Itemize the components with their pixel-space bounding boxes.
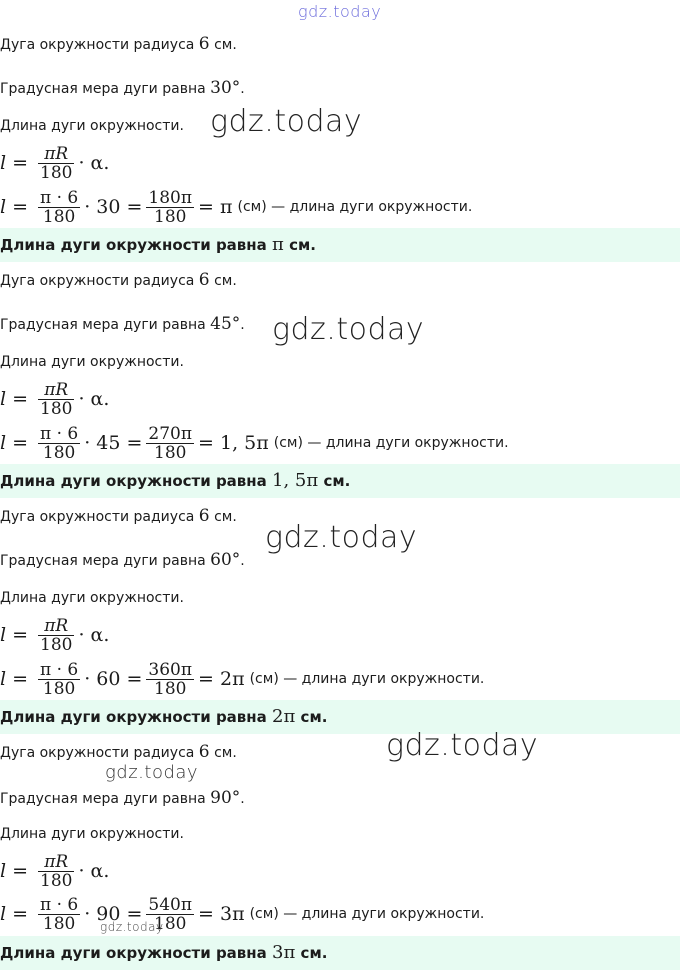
answer-prefix: Длина дуги окружности равна — [0, 236, 267, 254]
fraction-den: 180 — [154, 442, 187, 463]
degree-prefix: Градусная мера дуги равна — [0, 81, 206, 97]
formula-general-2 — [0, 378, 109, 420]
fraction-den: 180 — [42, 442, 76, 463]
answer-prefix: Длина дуги окружности равна — [0, 708, 267, 726]
formula-l: l — [0, 903, 7, 925]
answer-unit: см. — [300, 944, 328, 962]
fraction-num: 360π — [148, 659, 193, 680]
fraction — [38, 425, 80, 462]
radius-value: 6 — [198, 506, 210, 526]
answer-4 — [0, 936, 680, 970]
unit-text: (см) — длина дуги окружности. — [249, 671, 485, 687]
arc-label-3: Длина дуги окружности. — [0, 590, 184, 606]
fraction — [38, 853, 74, 890]
radius-unit: см. — [214, 745, 237, 761]
fraction-num: 180π — [148, 187, 193, 208]
formula-substituted-2 — [0, 422, 509, 464]
degree-value: 90° — [210, 788, 241, 808]
fraction-den: 180 — [40, 162, 73, 183]
formula-tail: · α. — [78, 152, 110, 174]
fraction-den: 180 — [42, 913, 76, 934]
answer-3 — [0, 700, 680, 734]
answer-unit: см. — [323, 472, 351, 490]
radius-unit: см. — [214, 273, 237, 289]
formula-l: l — [0, 152, 7, 174]
degree-end: . — [240, 317, 245, 333]
fraction — [38, 617, 74, 654]
fraction-num: π · 6 — [40, 894, 79, 915]
radius-prefix: Дуга окружности радиуса — [0, 745, 195, 761]
radius-line-4 — [0, 742, 237, 763]
answer-prefix: Длина дуги окружности равна — [0, 472, 267, 490]
fraction-num: π · 6 — [40, 659, 79, 680]
watermark: gdz.today — [100, 920, 164, 934]
fraction-num: 540π — [148, 894, 193, 915]
fraction-num: 270π — [148, 423, 193, 444]
radius-line-2 — [0, 270, 237, 291]
arc-label-2: Длина дуги окружности. — [0, 354, 184, 370]
degree-value: 45° — [210, 314, 241, 334]
answer-1 — [0, 228, 680, 262]
unit-text: (см) — длина дуги окружности. — [237, 199, 473, 215]
radius-prefix: Дуга окружности радиуса — [0, 37, 195, 53]
watermark: gdz.today — [210, 104, 363, 139]
fraction-num: π · 6 — [40, 423, 79, 444]
fraction-den: 180 — [40, 398, 73, 419]
watermark: gdz.today — [386, 728, 539, 763]
unit-text: (см) — длина дуги окружности. — [249, 906, 485, 922]
multiplier: · 30 = — [84, 196, 143, 218]
degree-line-3 — [0, 550, 245, 571]
fraction-den: 180 — [40, 634, 73, 655]
formula-eq: = — [12, 432, 28, 454]
degree-prefix: Градусная мера дуги равна — [0, 791, 206, 807]
watermark-top: gdz.today — [298, 2, 382, 21]
formula-eq: = — [12, 903, 28, 925]
formula-general-3 — [0, 614, 109, 656]
radius-value: 6 — [198, 270, 210, 290]
fraction — [38, 896, 80, 933]
formula-l: l — [0, 624, 7, 646]
degree-prefix: Градусная мера дуги равна — [0, 553, 206, 569]
radius-value: 6 — [198, 34, 210, 54]
fraction-den: 180 — [40, 870, 73, 891]
fraction — [38, 189, 80, 226]
result-value: = 2π — [198, 668, 245, 690]
watermark: gdz.today — [105, 762, 199, 783]
answer-value: 1, 5π — [272, 470, 319, 491]
arc-label-4: Длина дуги окружности. — [0, 826, 184, 842]
fraction — [38, 145, 74, 182]
multiplier: · 60 = — [84, 668, 143, 690]
answer-unit: см. — [289, 236, 316, 254]
degree-end: . — [240, 81, 245, 97]
formula-l: l — [0, 668, 7, 690]
formula-tail: · α. — [78, 624, 110, 646]
fraction-num: πR — [44, 851, 69, 872]
fraction-num: πR — [44, 143, 69, 164]
fraction-num: π · 6 — [40, 187, 79, 208]
answer-2 — [0, 464, 680, 498]
watermark: gdz.today — [272, 312, 425, 347]
arc-label-1: Длина дуги окружности. — [0, 118, 184, 134]
formula-l: l — [0, 196, 7, 218]
answer-value: 2π — [272, 706, 296, 727]
fraction-den: 180 — [154, 913, 187, 934]
degree-line-1 — [0, 78, 245, 99]
unit-text: (см) — длина дуги окружности. — [273, 435, 509, 451]
radius-unit: см. — [214, 509, 237, 525]
formula-tail: · α. — [78, 388, 110, 410]
formula-eq: = — [12, 624, 28, 646]
degree-value: 30° — [210, 78, 241, 98]
degree-value: 60° — [210, 550, 241, 570]
result-value: = π — [198, 196, 233, 218]
answer-unit: см. — [300, 708, 328, 726]
formula-eq: = — [12, 152, 28, 174]
formula-eq: = — [12, 860, 28, 882]
formula-tail: · α. — [78, 860, 110, 882]
answer-prefix: Длина дуги окружности равна — [0, 944, 267, 962]
radius-prefix: Дуга окружности радиуса — [0, 273, 195, 289]
fraction-den: 180 — [42, 678, 76, 699]
fraction-num: πR — [44, 615, 69, 636]
fraction — [146, 661, 194, 698]
degree-end: . — [240, 791, 245, 807]
radius-line-3 — [0, 506, 237, 527]
formula-general-1 — [0, 142, 109, 184]
result-value: = 1, 5π — [198, 432, 269, 454]
fraction — [38, 381, 74, 418]
answer-value: 3π — [272, 942, 296, 963]
radius-value: 6 — [198, 742, 210, 762]
formula-l: l — [0, 388, 7, 410]
formula-l: l — [0, 432, 7, 454]
fraction-den: 180 — [154, 206, 187, 227]
watermark: gdz.today — [265, 520, 418, 555]
formula-eq: = — [12, 196, 28, 218]
multiplier: · 90 = — [84, 903, 143, 925]
fraction-den: 180 — [154, 678, 187, 699]
answer-value: π — [272, 234, 284, 255]
fraction — [146, 189, 194, 226]
multiplier: · 45 = — [84, 432, 143, 454]
formula-l: l — [0, 860, 7, 882]
fraction — [38, 661, 80, 698]
degree-prefix: Градусная мера дуги равна — [0, 317, 206, 333]
formula-substituted-4 — [0, 893, 484, 935]
formula-substituted-3 — [0, 658, 484, 700]
formula-eq: = — [12, 668, 28, 690]
radius-prefix: Дуга окружности радиуса — [0, 509, 195, 525]
radius-line-1 — [0, 34, 237, 55]
degree-line-4 — [0, 788, 245, 809]
result-value: = 3π — [198, 903, 245, 925]
radius-unit: см. — [214, 37, 237, 53]
fraction-num: πR — [44, 379, 69, 400]
degree-line-2 — [0, 314, 245, 335]
formula-substituted-1 — [0, 186, 472, 228]
fraction-den: 180 — [42, 206, 76, 227]
formula-general-4 — [0, 850, 109, 892]
degree-end: . — [240, 553, 245, 569]
fraction — [146, 425, 194, 462]
formula-eq: = — [12, 388, 28, 410]
